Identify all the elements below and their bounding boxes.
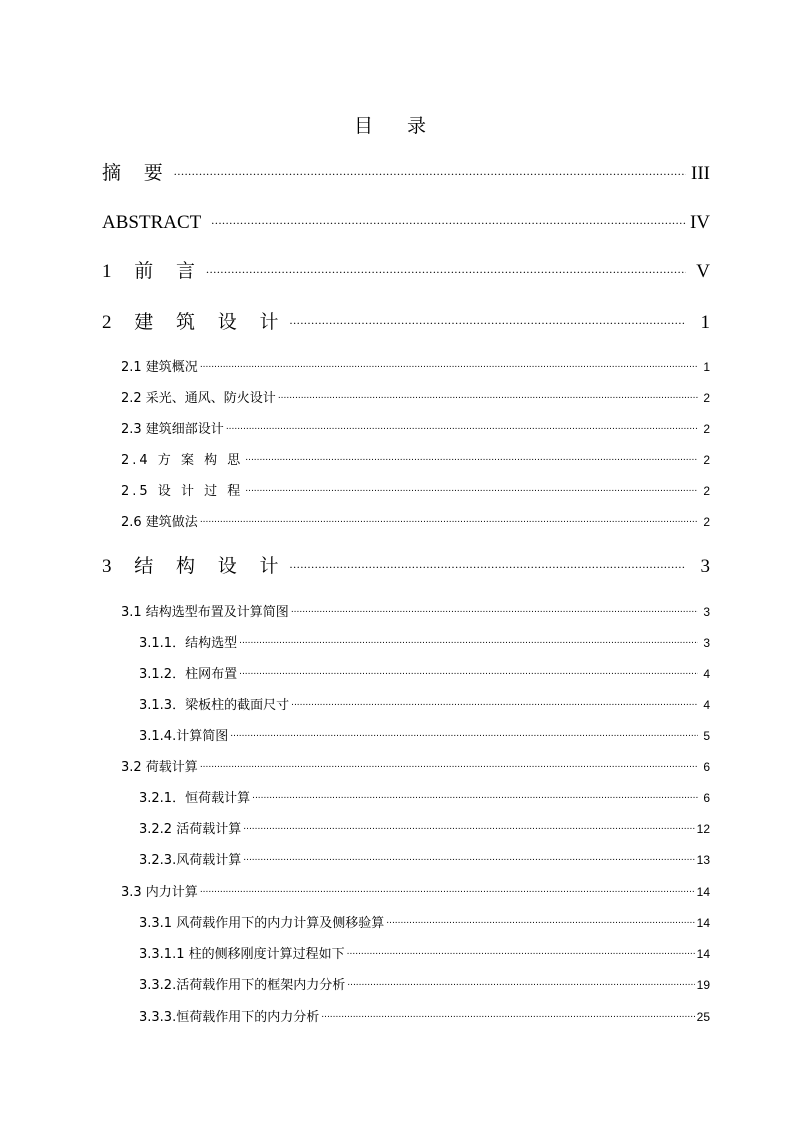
toc-entry-label: 3.1.2．柱网布置 [139, 667, 238, 682]
toc-entry-label: 3.3.3.恒荷载作用下的内力分析 [139, 1010, 320, 1025]
toc-entry-page: 4 [703, 698, 710, 712]
dot-leader [226, 418, 698, 440]
toc-entry-3-3-1[interactable] [139, 912, 710, 934]
toc-title: 目 录 [353, 115, 441, 137]
dot-leader [291, 601, 698, 623]
toc-entry-page: 2 [703, 422, 710, 436]
toc-entry-page: 13 [696, 853, 710, 867]
toc-entry-2-3[interactable] [121, 418, 710, 440]
dot-leader [200, 356, 698, 378]
toc-entry-2-6[interactable] [121, 511, 710, 533]
dot-leader [252, 787, 698, 809]
toc-entry-label: 2.1 建筑概况 [121, 360, 198, 375]
toc-entry-page: IV [689, 212, 710, 233]
toc-entry-label: ABSTRACT [102, 212, 202, 233]
toc-entry-page: 12 [696, 822, 710, 836]
dot-leader [278, 387, 698, 409]
toc-entry-label: 3 结 构 设 计 [102, 556, 288, 577]
toc-entry-3-2-1[interactable] [139, 787, 710, 809]
toc-entry-page: 2 [703, 484, 710, 498]
dot-leader [290, 307, 686, 339]
toc-entry-page: III [691, 163, 710, 184]
toc-entry-label: 3.3 内力计算 [121, 885, 198, 900]
toc-entry-3-1-2[interactable] [139, 663, 710, 685]
dot-leader [243, 849, 694, 871]
toc-entry-3-3-3[interactable] [139, 1006, 710, 1028]
dot-leader [243, 818, 694, 840]
toc-entry-page: 3 [703, 605, 710, 619]
toc-entry-3-1-4[interactable] [139, 725, 710, 747]
dot-leader [386, 912, 694, 934]
toc-entry-page: 1 [700, 312, 710, 333]
dot-leader [230, 725, 698, 747]
toc-entry-3-3[interactable] [121, 881, 710, 903]
toc-entry-page: 6 [703, 760, 710, 774]
toc-entry-3-2[interactable] [121, 756, 710, 778]
toc-entry-label: 1 前 言 [102, 261, 205, 282]
toc-entry-architecture[interactable] [102, 307, 710, 339]
dot-leader [211, 207, 686, 239]
toc-entry-label: 2.3 建筑细部设计 [121, 422, 224, 437]
toc-entry-3-2-3[interactable] [139, 849, 710, 871]
toc-entry-label: 2.5 设 计 过 程 [121, 484, 244, 499]
toc-entry-label: 2.4 方 案 构 思 [121, 453, 244, 468]
toc-entry-page: 2 [703, 453, 710, 467]
toc-entry-3-3-2[interactable] [139, 974, 710, 996]
toc-entry-label: 摘 要 [102, 163, 172, 184]
toc-entry-page: V [696, 261, 710, 282]
toc-entry-abstract-en[interactable] [102, 207, 710, 239]
toc-entry-page: 25 [696, 1010, 710, 1024]
toc-entry-label: 3.1.1．结构选型 [139, 636, 238, 651]
toc-entry-preface[interactable] [102, 256, 710, 288]
dot-leader [347, 943, 695, 965]
toc-entry-3-2-2[interactable] [139, 818, 710, 840]
dot-leader [174, 158, 686, 190]
toc-entry-3-1-1[interactable] [139, 632, 710, 654]
toc-entry-2-5[interactable] [121, 480, 710, 502]
toc-entry-page: 5 [703, 729, 710, 743]
toc-entry-label: 2 建 筑 设 计 [102, 312, 288, 333]
toc-entry-label: 3.2.3.风荷载计算 [139, 853, 242, 868]
dot-leader [200, 881, 695, 903]
toc-entry-label: 3.1.4.计算简图 [139, 729, 229, 744]
toc-entry-abstract-cn[interactable] [102, 158, 710, 190]
toc-entry-page: 4 [703, 667, 710, 681]
dot-leader [239, 632, 698, 654]
dot-leader [290, 551, 686, 583]
dot-leader [347, 974, 694, 996]
dot-leader [245, 480, 698, 502]
dot-leader [245, 449, 698, 471]
toc-entry-3-1[interactable] [121, 601, 710, 623]
toc-entry-2-4[interactable] [121, 449, 710, 471]
toc-entry-structure[interactable] [102, 551, 710, 583]
toc-entry-2-2[interactable] [121, 387, 710, 409]
dot-leader [206, 256, 686, 288]
dot-leader [200, 511, 698, 533]
toc-entry-3-3-1-1[interactable] [139, 943, 710, 965]
toc-entry-label: 2.6 建筑做法 [121, 515, 198, 530]
toc-entry-page: 14 [696, 947, 710, 961]
toc-entry-label: 3.3.2.活荷载作用下的框架内力分析 [139, 978, 346, 993]
toc-entry-3-1-3[interactable] [139, 694, 710, 716]
toc-entry-page: 3 [703, 636, 710, 650]
toc-entry-page: 14 [696, 916, 710, 930]
dot-leader [239, 663, 698, 685]
toc-entry-page: 6 [703, 791, 710, 805]
toc-entry-page: 2 [703, 515, 710, 529]
dot-leader [291, 694, 698, 716]
toc-entry-label: 2.2 采光、通风、防火设计 [121, 391, 276, 406]
toc-entry-label: 3.2 荷载计算 [121, 760, 198, 775]
toc-entry-page: 3 [700, 556, 710, 577]
toc-entry-label: 3.2.1．恒荷载计算 [139, 791, 251, 806]
toc-entry-label: 3.2.2 活荷载计算 [139, 822, 242, 837]
toc-entry-label: 3.1 结构选型布置及计算简图 [121, 605, 289, 620]
toc-entry-label: 3.3.1.1 柱的侧移刚度计算过程如下 [139, 947, 345, 962]
toc-entry-page: 14 [696, 885, 710, 899]
dot-leader [200, 756, 698, 778]
toc-entry-2-1[interactable] [121, 356, 710, 378]
toc-entry-page: 1 [703, 360, 710, 374]
toc-entry-label: 3.3.1 风荷载作用下的内力计算及侧移验算 [139, 916, 385, 931]
dot-leader [321, 1006, 694, 1028]
toc-entry-page: 19 [696, 978, 710, 992]
toc-entry-label: 3.1.3．梁板柱的截面尺寸 [139, 698, 290, 713]
toc-entry-page: 2 [703, 391, 710, 405]
